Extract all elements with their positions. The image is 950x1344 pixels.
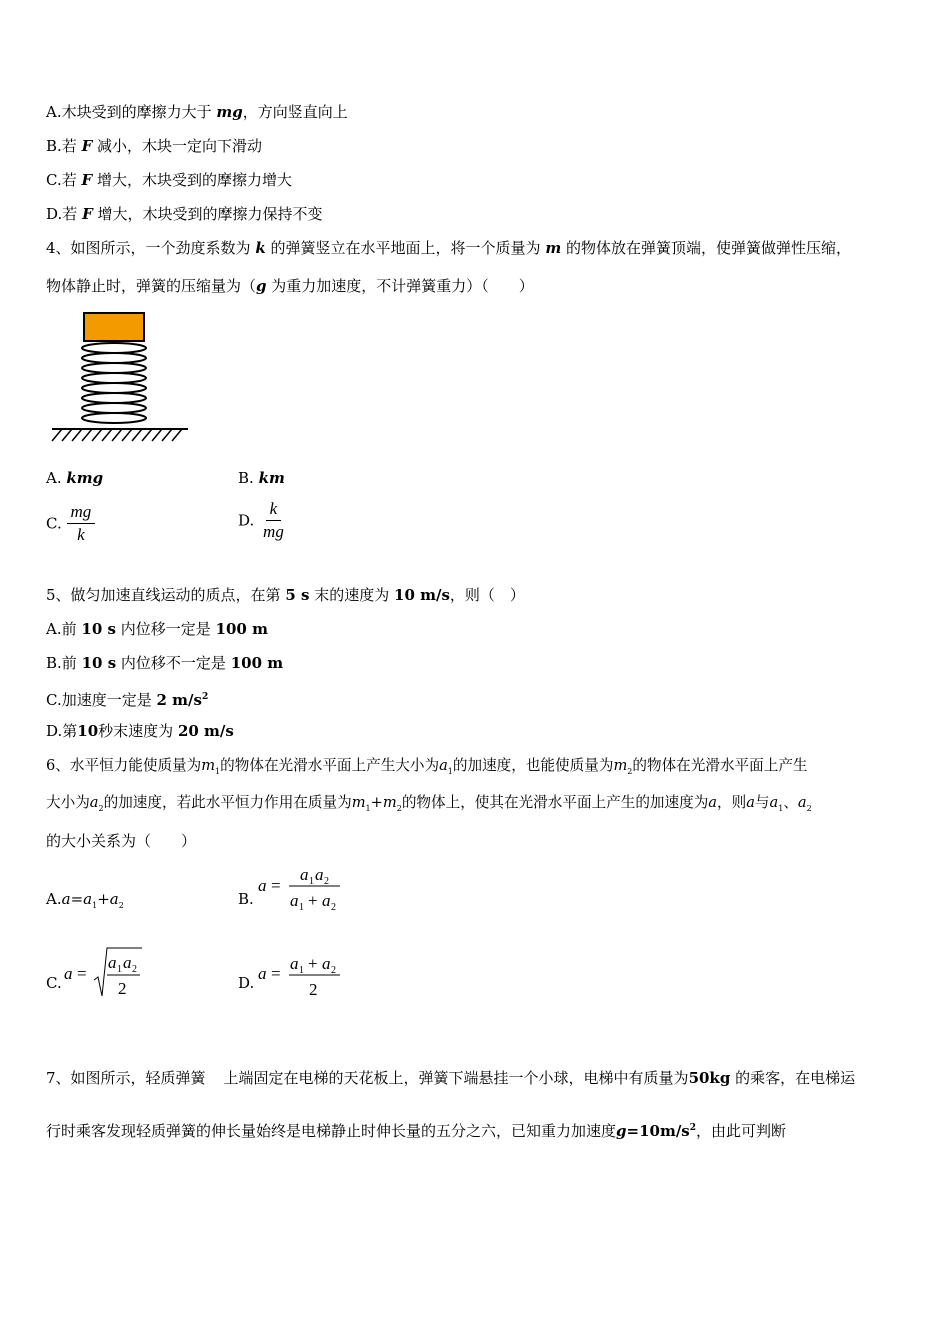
value: 5 s — [285, 586, 310, 604]
q6-option-a — [46, 889, 124, 916]
variable: g — [616, 1122, 627, 1140]
q5-option-d — [46, 721, 234, 741]
variable: a — [89, 794, 99, 811]
option-label: A. — [46, 620, 62, 638]
stem-text: 的物体上，使其在光滑水平面上产生的加速度为 — [401, 794, 709, 811]
subscript: 1 — [215, 766, 221, 776]
option-label: A. — [46, 103, 62, 121]
option-label: B. — [238, 890, 254, 908]
option-text: 加速度一定是 — [61, 691, 152, 709]
option-label: B. — [46, 137, 62, 155]
value: 100 m — [230, 654, 284, 672]
q6-option-b-formula — [256, 860, 356, 916]
separator: 、 — [783, 794, 798, 811]
variable: a — [439, 757, 448, 774]
operator: + — [97, 890, 110, 908]
subscript: 2 — [324, 876, 329, 887]
variable: k — [255, 239, 266, 257]
q6-stem-line3 — [46, 831, 196, 851]
denominator: 2 — [309, 980, 318, 999]
variable: g — [256, 277, 267, 295]
operator: + — [308, 954, 318, 973]
superscript: 2 — [689, 1123, 697, 1133]
variable: a — [322, 954, 331, 973]
superscript: 2 — [201, 692, 209, 702]
stem-text: 的物体在光滑水平面上产生大小为 — [220, 757, 440, 774]
option-text: 若 — [62, 205, 78, 223]
variable: a — [258, 876, 267, 895]
value: 10 s — [81, 620, 116, 638]
operator: + — [308, 891, 318, 910]
stem-text: 7、如图所示，轻质弹簧 — [46, 1069, 206, 1087]
stem-text: 的物体在光滑水平面上产生 — [632, 757, 808, 774]
variable: a — [290, 954, 299, 973]
numerator: k — [266, 500, 282, 521]
variable: a — [83, 890, 93, 908]
q5-option-c — [46, 687, 208, 710]
q6-stem-line1 — [46, 756, 808, 782]
operator: = — [70, 890, 84, 908]
variable: m — [613, 757, 628, 774]
value: =10m/s — [626, 1122, 690, 1140]
variable: a — [300, 865, 309, 884]
subscript: 2 — [331, 965, 336, 976]
variable: m — [545, 239, 562, 257]
operator: = — [271, 964, 281, 983]
stem-text: 的大小关系为（ ） — [46, 832, 197, 850]
stem-text: 末的速度为 — [314, 586, 390, 604]
subscript: 2 — [118, 901, 124, 910]
option-text: 若 — [61, 137, 77, 155]
option-text: 前 — [61, 620, 77, 638]
fraction — [67, 503, 96, 544]
q5-option-b — [46, 653, 283, 673]
subscript: 1 — [299, 902, 304, 913]
option-text: 木块受到的摩擦力大于 — [61, 103, 212, 121]
variable: a — [290, 891, 299, 910]
value: 100 m — [215, 620, 268, 638]
subscript: 1 — [92, 901, 98, 910]
option-label: B. — [46, 654, 62, 672]
stem-text: 的物体放在弹簧顶端，使弹簧做弹性压缩， — [565, 239, 851, 257]
variable: a — [708, 794, 717, 811]
operator: = — [77, 964, 87, 983]
variable: a — [123, 953, 132, 972]
option-text: 减小，木块一定向下滑动 — [97, 137, 263, 155]
stem-text: 的乘客，在电梯运 — [735, 1069, 856, 1087]
subscript: 2 — [396, 803, 402, 813]
q6-stem-line2 — [46, 793, 812, 819]
option-label: D. — [238, 511, 255, 530]
stem-text: ，由此可判断 — [696, 1122, 787, 1140]
option-text: 前 — [61, 654, 77, 672]
option-text: 内位移一定是 — [120, 620, 211, 638]
option-text: ，方向竖直向上 — [242, 103, 348, 121]
variable: m — [201, 757, 216, 774]
option-label: A. — [46, 890, 62, 908]
subscript: 1 — [778, 803, 784, 813]
value: 10 m/s — [394, 586, 450, 604]
option-expr: kmg — [66, 469, 104, 487]
q5-stem — [46, 585, 525, 605]
fraction — [259, 500, 288, 541]
variable: a — [64, 964, 73, 983]
subscript: 2 — [98, 803, 104, 813]
option-text: 第 — [62, 722, 78, 740]
variable: m — [382, 794, 397, 811]
value: 10 — [77, 722, 99, 740]
variable: a — [108, 953, 117, 972]
numerator: mg — [67, 503, 96, 524]
variable: a — [61, 890, 71, 908]
variable: a — [769, 794, 779, 811]
q7-stem-line2 — [46, 1118, 786, 1141]
option-text: 内位移不一定是 — [120, 654, 226, 672]
q6-option-d — [238, 973, 254, 993]
option-label: A. — [46, 469, 62, 487]
stem-text: 行时乘客发现轻质弹簧的伸长量始终是电梯静止时伸长量的五分之六，已知重力加速度 — [46, 1122, 617, 1140]
option-label: C. — [46, 974, 62, 992]
variable: a — [322, 891, 331, 910]
q4-option-c — [46, 503, 95, 544]
spring-figure — [48, 308, 193, 448]
subscript: 2 — [627, 766, 633, 776]
q4-option-a — [46, 468, 103, 488]
option-label: D. — [238, 974, 255, 992]
stem-text: 4、如图所示，一个劲度系数为 — [46, 239, 251, 257]
stem-text: 6、水平恒力能使质量为 — [46, 757, 202, 774]
variable: a — [315, 865, 324, 884]
subscript: 2 — [132, 964, 137, 975]
stem-text: 大小为 — [46, 794, 90, 811]
value: 10 s — [81, 654, 117, 672]
stem-text: 的加速度，若此水平恒力作用在质量为 — [103, 794, 352, 811]
stem-text: 与 — [754, 794, 770, 811]
block — [84, 313, 144, 341]
value: 50kg — [688, 1069, 731, 1087]
operator: = — [271, 876, 281, 895]
stem-text: 物体静止时，弹簧的压缩量为（ — [46, 277, 257, 295]
value: 20 m/s — [177, 722, 234, 740]
operator: + — [370, 794, 383, 811]
subscript: 1 — [299, 965, 304, 976]
q7-stem-line1 — [46, 1068, 855, 1088]
q3-option-a — [46, 102, 348, 122]
variable: a — [258, 964, 267, 983]
q3-option-c — [46, 170, 292, 190]
q4-stem-line1 — [46, 238, 851, 258]
option-text: 增大，木块受到的摩擦力保持不变 — [97, 205, 323, 223]
stem-text: 的弹簧竖立在水平地面上，将一个质量为 — [270, 239, 541, 257]
stem-text: 上端固定在电梯的天花板上，弹簧下端悬挂一个小球，电梯中有质量为 — [223, 1069, 689, 1087]
option-label: C. — [46, 691, 62, 709]
variable: a — [109, 890, 119, 908]
q3-option-b — [46, 136, 262, 156]
variable: mg — [216, 103, 243, 121]
subscript: 1 — [447, 766, 453, 776]
option-text: 增大，木块受到的摩擦力增大 — [96, 171, 292, 189]
option-label: B. — [238, 469, 254, 487]
stem-text: 5、做匀加速直线运动的质点，在第 — [46, 586, 281, 604]
option-text: 秒末速度为 — [98, 722, 174, 740]
subscript: 2 — [806, 803, 812, 813]
stem-text: 为重力加速度，不计弹簧重力）（ ） — [271, 277, 534, 295]
variable: m — [351, 794, 366, 811]
q6-option-b — [238, 889, 254, 909]
subscript: 1 — [309, 876, 314, 887]
stem-text: 的加速度，也能使质量为 — [452, 757, 614, 774]
q6-option-d-formula — [256, 948, 356, 1002]
variable: F — [81, 137, 93, 155]
option-expr: km — [258, 469, 285, 487]
subscript: 2 — [331, 902, 336, 913]
option-label: D. — [46, 205, 63, 223]
variable: a — [797, 794, 807, 811]
q4-option-d — [238, 500, 288, 541]
option-label: C. — [46, 514, 62, 533]
q4-option-b — [238, 468, 285, 488]
ground-hatch — [52, 429, 182, 441]
subscript: 1 — [117, 964, 122, 975]
spring-coil — [82, 343, 146, 423]
value: 2 m/s — [156, 691, 202, 709]
q3-option-d — [46, 204, 323, 224]
q4-stem-line2 — [46, 276, 534, 296]
denominator: 2 — [118, 979, 127, 998]
variable: a — [746, 794, 755, 811]
q6-option-c-formula — [62, 942, 162, 1002]
option-label: D. — [46, 722, 63, 740]
option-text: 若 — [61, 171, 77, 189]
q6-option-c — [46, 973, 62, 993]
denominator: k — [77, 525, 85, 544]
variable: F — [81, 171, 93, 189]
option-label: C. — [46, 171, 62, 189]
denominator: mg — [263, 522, 284, 541]
variable: F — [82, 205, 93, 223]
subscript: 1 — [365, 803, 371, 813]
stem-text: ，则 — [717, 794, 747, 811]
q5-option-a — [46, 619, 268, 639]
stem-text: ，则（ ） — [449, 586, 525, 604]
